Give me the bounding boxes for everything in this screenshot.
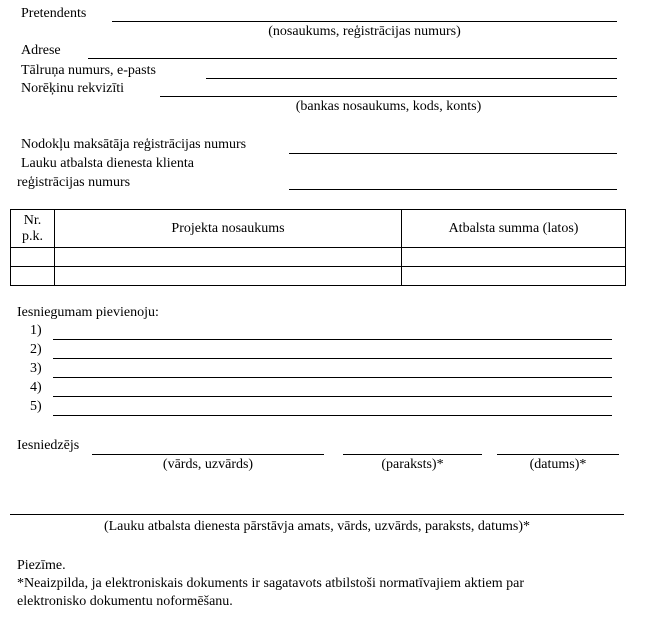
- client-label-line2: reģistrācijas numurs: [17, 175, 131, 190]
- attachment-number: 1): [30, 323, 42, 338]
- note-line1: *Neaizpilda, ja elektroniskais dokuments ir sagatavots atbilstoši normatīvajiem aktiem par: [17, 576, 524, 591]
- header-nr-line1: Nr.: [23, 212, 42, 228]
- taxpayer-number-field[interactable]: [289, 153, 617, 154]
- official-caption: (Lauku atbalsta dienesta pārstāvja amats, vārds, uzvārds, paraksts, datums)*: [103, 519, 531, 534]
- table-cell-project[interactable]: [55, 248, 402, 267]
- project-table: [10, 209, 626, 286]
- submitter-date-field[interactable]: [497, 454, 619, 455]
- note-line2: elektronisko dokumentu noformēšanu.: [17, 594, 233, 609]
- bank-label: Norēķinu rekvizīti: [21, 81, 125, 96]
- table-cell-project[interactable]: [55, 267, 402, 286]
- note-title: Piezīme.: [17, 558, 66, 573]
- table-header-row: [11, 210, 626, 248]
- attachment-field[interactable]: [53, 377, 612, 378]
- attachment-field[interactable]: [53, 396, 612, 397]
- attachment-number: 2): [30, 342, 42, 357]
- taxpayer-label: Nodokļu maksātāja reģistrācijas numurs: [21, 137, 247, 152]
- header-project: Projekta nosaukums: [55, 210, 402, 248]
- date-caption: (datums)*: [529, 457, 587, 472]
- table-cell-amount[interactable]: [402, 248, 626, 267]
- applicant-field[interactable]: [112, 21, 617, 22]
- applicant-label: Pretendents: [21, 6, 87, 21]
- client-label-line1: Lauku atbalsta dienesta klienta: [21, 156, 194, 171]
- bank-caption: (bankas nosaukums, kods, konts): [295, 99, 482, 114]
- table-cell-amount[interactable]: [402, 267, 626, 286]
- attachment-field[interactable]: [53, 339, 612, 340]
- attachment-number: 3): [30, 361, 42, 376]
- table-cell-nr[interactable]: [11, 267, 55, 286]
- applicant-caption: (nosaukums, reģistrācijas numurs): [268, 24, 461, 39]
- header-amount: Atbalsta summa (latos): [402, 210, 626, 248]
- client-number-field[interactable]: [289, 189, 617, 190]
- bank-details-field[interactable]: [160, 96, 617, 97]
- header-nr-line2: p.k.: [22, 228, 43, 244]
- phone-email-field[interactable]: [206, 78, 617, 79]
- submitter-label: Iesniedzējs: [17, 438, 80, 453]
- phone-label: Tālruņa numurs, e-pasts: [21, 63, 156, 78]
- signature-caption: (paraksts)*: [381, 457, 444, 472]
- official-field[interactable]: [10, 514, 624, 515]
- name-caption: (vārds, uzvārds): [162, 457, 254, 472]
- header-nr: [11, 210, 55, 248]
- attachment-field[interactable]: [53, 358, 612, 359]
- address-field[interactable]: [88, 58, 617, 59]
- table-row: [11, 267, 626, 286]
- attachment-number: 4): [30, 380, 42, 395]
- submitter-name-field[interactable]: [92, 454, 324, 455]
- attachments-label: Iesniegumam pievienoju:: [17, 305, 159, 320]
- table-row: [11, 248, 626, 267]
- submitter-signature-field[interactable]: [343, 454, 482, 455]
- attachment-field[interactable]: [53, 415, 612, 416]
- attachment-number: 5): [30, 399, 42, 414]
- table-cell-nr[interactable]: [11, 248, 55, 267]
- address-label: Adrese: [21, 43, 61, 58]
